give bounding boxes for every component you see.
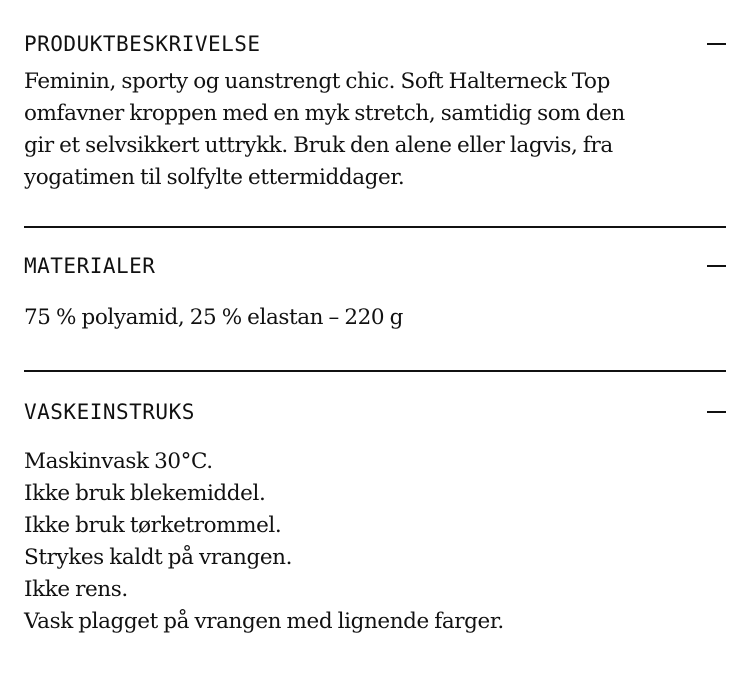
care-line: Strykes kaldt på vrangen. — [24, 545, 293, 570]
section-product-description — [24, 0, 726, 228]
section-body-materials — [24, 286, 726, 370]
care-line: Ikke bruk blekemiddel. — [24, 481, 266, 506]
section-materials — [24, 228, 726, 372]
product-info-accordion — [24, 0, 726, 638]
section-title: MATERIALER — [24, 253, 156, 278]
description-line: omfavner kroppen med en myk stretch, samtidig som den — [24, 101, 625, 126]
materials-line: 75 % polyamid, 25 % elastan – 220 g — [24, 305, 403, 330]
description-line: gir et selvsikkert uttrykk. Bruk den alene eller lagvis, fra — [24, 133, 613, 158]
care-line: Maskinvask 30°C. — [24, 449, 213, 474]
section-body-product-description — [24, 64, 726, 226]
description-line: yogatimen til solfylte ettermiddager. — [24, 165, 405, 190]
section-care-instructions — [24, 372, 726, 638]
collapse-icon[interactable] — [704, 255, 726, 277]
description-line: Feminin, sporty og uanstrengt chic. Soft Halterneck Top — [24, 69, 610, 94]
care-line: Ikke rens. — [24, 577, 128, 602]
collapse-icon[interactable] — [704, 401, 726, 423]
section-title: PRODUKTBESKRIVELSE — [24, 31, 261, 56]
collapse-icon[interactable] — [704, 33, 726, 55]
care-line: Vask plagget på vrangen med lignende farger. — [24, 609, 504, 634]
section-body-care-instructions — [24, 432, 726, 638]
section-title: VASKEINSTRUKS — [24, 399, 195, 424]
section-header-care-instructions[interactable] — [24, 392, 726, 432]
section-header-product-description[interactable] — [24, 24, 726, 64]
care-line: Ikke bruk tørketrommel. — [24, 513, 282, 538]
section-header-materials[interactable] — [24, 246, 726, 286]
